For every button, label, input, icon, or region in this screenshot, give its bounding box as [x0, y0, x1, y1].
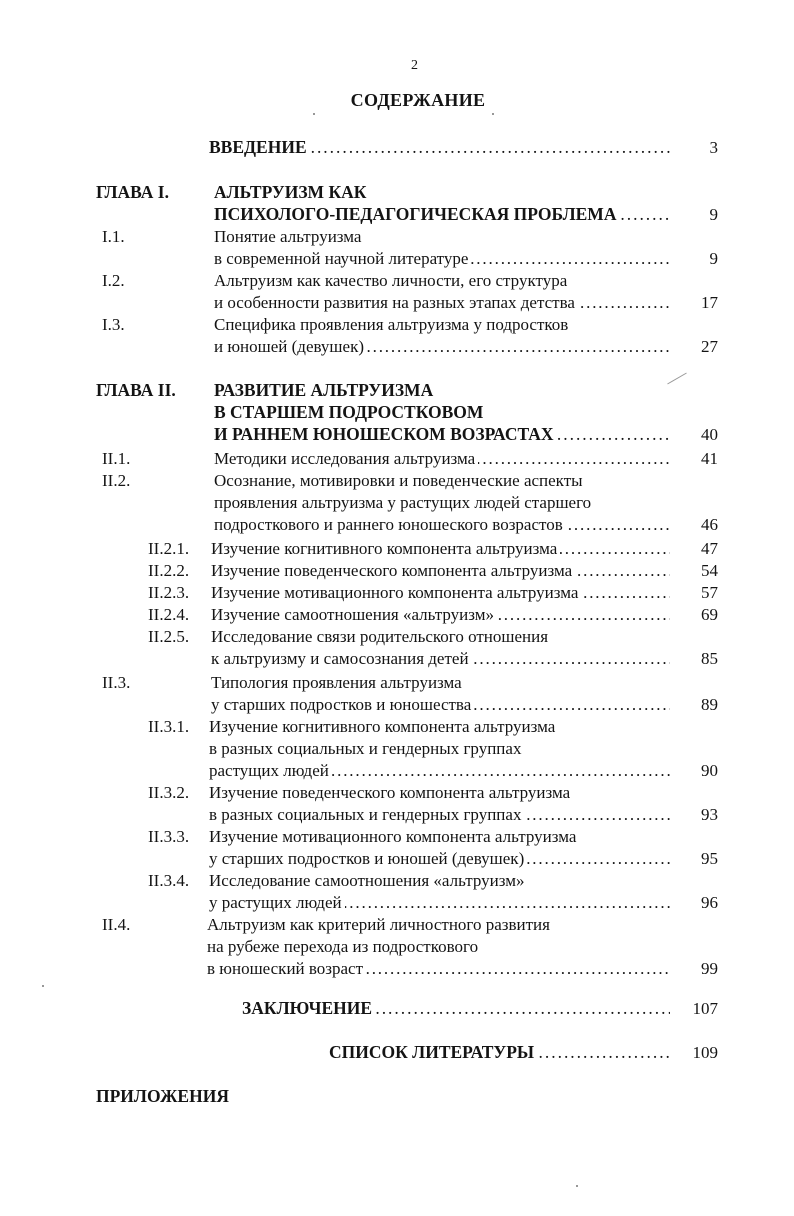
toc-entry-number: II.1.	[102, 449, 131, 468]
toc-entry-page: 85	[701, 649, 718, 668]
toc-entry-title: в разных социальных и гендерных группах	[209, 739, 524, 758]
toc-entry-number: I.2.	[102, 271, 125, 290]
toc-entry-title: АЛЬТРУИЗМ КАК	[214, 182, 369, 202]
toc-entry	[96, 447, 718, 470]
toc-entry-title: Исследование самоотношения «альтруизм»	[209, 871, 527, 890]
toc-entry	[96, 625, 718, 648]
toc-entry	[96, 715, 718, 738]
toc-entry	[96, 825, 718, 848]
toc-entry-title: ВВЕДЕНИЕ	[209, 137, 310, 157]
toc-entry-title: Исследование связи родительского отношения	[211, 627, 551, 646]
toc-entry	[96, 935, 718, 958]
toc-entry-page: 90	[701, 761, 718, 780]
toc-entry	[96, 957, 718, 980]
toc-entry-title: Изучение мотивационного компонента альтруизма	[209, 827, 579, 846]
scan-speck	[42, 985, 44, 987]
toc-entry-title: Осознание, мотивировки и поведенческие аспекты	[214, 471, 586, 490]
toc-entry	[96, 313, 718, 336]
toc-entry-title: Изучение мотивационного компонента альтруизма	[211, 583, 581, 602]
toc-entry	[96, 335, 718, 358]
toc-entry-number: ГЛАВА I.	[96, 182, 169, 202]
toc-entry-number: II.2.5.	[148, 627, 190, 646]
toc-entry-title: Изучение когнитивного компонента альтруизма	[209, 717, 558, 736]
toc-entry	[96, 423, 718, 446]
toc-entry-number: II.2.3.	[148, 583, 190, 602]
toc-entry	[96, 759, 718, 782]
toc-entry-title: Изучение когнитивного компонента альтруизма	[211, 539, 560, 558]
toc-entry-title: в разных социальных и гендерных группах	[209, 805, 524, 824]
toc-entry-number: II.3.2.	[148, 783, 190, 802]
toc-entry	[96, 737, 718, 760]
toc-entry	[96, 491, 718, 514]
toc-entry-title: Изучение поведенческого компонента альтруизма	[211, 561, 575, 580]
toc-entry-number: II.3.3.	[148, 827, 190, 846]
toc-entry	[96, 469, 718, 492]
scan-speck	[313, 113, 315, 115]
toc-entry-number: II.3.1.	[148, 717, 190, 736]
toc-entry-page: 107	[692, 999, 718, 1018]
toc-entry-title: Методики исследования альтруизма	[214, 449, 478, 468]
toc-entry-number: ГЛАВА II.	[96, 380, 176, 400]
toc-entry-page: 41	[701, 449, 718, 468]
toc-entry-title: подросткового и раннего юношеского возрастов	[214, 515, 566, 534]
toc-entry-page: 89	[701, 695, 718, 714]
toc-entry-title: Специфика проявления альтруизма у подростков	[214, 315, 571, 334]
toc-entry-page: 99	[701, 959, 718, 978]
toc-entry-title: в современной научной литературе	[214, 249, 471, 268]
toc-entry	[96, 869, 718, 892]
toc-entry	[96, 647, 718, 670]
toc-entry-page: 47	[701, 539, 718, 558]
toc-entry-title: РАЗВИТИЕ АЛЬТРУИЗМА	[214, 380, 436, 400]
toc-entry-page: 27	[701, 337, 718, 356]
toc-entry-title: СПИСОК ЛИТЕРАТУРЫ	[329, 1042, 537, 1062]
toc-entry-title: ЗАКЛЮЧЕНИЕ	[242, 998, 375, 1018]
toc-entry-title: к альтруизму и самосознания детей	[211, 649, 472, 668]
toc-entry-title: и юношей (девушек)	[214, 337, 367, 356]
toc-entry-title: у старших подростков и юношества	[211, 695, 474, 714]
toc-entry	[96, 1085, 718, 1108]
toc-entry-title: у растущих людей	[209, 893, 345, 912]
toc-entry-title: Изучение самоотношения «альтруизм»	[211, 605, 497, 624]
toc-entry-number: I.1.	[102, 227, 125, 246]
toc-entry-number: II.3.	[102, 673, 131, 692]
toc-entry-title: ПРИЛОЖЕНИЯ	[96, 1086, 232, 1106]
toc-entry	[96, 603, 718, 626]
toc-entry	[96, 291, 718, 314]
toc-entry	[96, 513, 718, 536]
toc-entry	[96, 693, 718, 716]
toc-entry	[96, 136, 718, 159]
toc-entry	[96, 247, 718, 270]
toc-entry-title: Типология проявления альтруизма	[211, 673, 465, 692]
toc-entry-number: II.2.4.	[148, 605, 190, 624]
toc-entry-title: Изучение поведенческого компонента альтруизма	[209, 783, 573, 802]
toc-entry-title: Понятие альтруизма	[214, 227, 364, 246]
toc-entry	[96, 379, 718, 402]
toc-entry-page: 95	[701, 849, 718, 868]
toc-entry	[96, 537, 718, 560]
toc-entry	[96, 401, 718, 424]
toc-entry-number: II.2.1.	[148, 539, 190, 558]
toc-entry-number: II.4.	[102, 915, 131, 934]
toc-entry-page: 17	[701, 293, 718, 312]
toc-entry-page: 3	[709, 138, 718, 157]
toc-entry-page: 57	[701, 583, 718, 602]
toc-entry	[96, 203, 718, 226]
scan-speck	[492, 113, 494, 115]
toc-entry	[96, 803, 718, 826]
toc-entry-title: растущих людей	[209, 761, 332, 780]
toc-entry-page: 109	[692, 1043, 718, 1062]
toc-entry	[96, 269, 718, 292]
toc-entry-title: проявления альтруизма у растущих людей старшего	[214, 493, 594, 512]
toc-entry-title: в юношеский возраст	[207, 959, 366, 978]
toc-entry-page: 46	[701, 515, 718, 534]
toc-entry-title: на рубеже перехода из подросткового	[207, 937, 481, 956]
toc-entry-page: 9	[709, 249, 718, 268]
toc-entry-page: 40	[701, 425, 718, 444]
toc-entry-page: 9	[709, 205, 718, 224]
toc-entry	[96, 671, 718, 694]
toc-entry	[96, 847, 718, 870]
scan-speck	[576, 1185, 578, 1187]
toc-entry	[96, 181, 718, 204]
toc-entry-title: Альтруизм как критерий личностного развития	[207, 915, 553, 934]
toc-entry-title: ПСИХОЛОГО-ПЕДАГОГИЧЕСКАЯ ПРОБЛЕМА	[214, 204, 619, 224]
toc-entry	[96, 1041, 718, 1064]
toc-entry	[96, 559, 718, 582]
toc-entry	[96, 913, 718, 936]
toc-entry	[96, 997, 718, 1020]
toc-entry-number: I.3.	[102, 315, 125, 334]
toc-entry-page: 96	[701, 893, 718, 912]
toc-entry-title: И РАННЕМ ЮНОШЕСКОМ ВОЗРАСТАХ	[214, 424, 557, 444]
toc-entry-page: 93	[701, 805, 718, 824]
toc-entry-number: II.2.2.	[148, 561, 190, 580]
page-title: СОДЕРЖАНИЕ	[350, 90, 486, 110]
toc-entry-number: II.2.	[102, 471, 131, 490]
toc-entry	[96, 581, 718, 604]
toc-entry	[96, 781, 718, 804]
toc-entry	[96, 891, 718, 914]
toc-entry-page: 54	[701, 561, 718, 580]
toc-entry-number: II.3.4.	[148, 871, 190, 890]
toc-entry	[96, 225, 718, 248]
toc-entry-title: Альтруизм как качество личности, его структура	[214, 271, 570, 290]
toc-entry-title: В СТАРШЕМ ПОДРОСТКОВОМ	[214, 402, 486, 422]
toc-entry-title: у старших подростков и юношей (девушек)	[209, 849, 527, 868]
page-number: 2	[411, 58, 418, 73]
toc-entry-title: и особенности развития на разных этапах детства	[214, 293, 578, 312]
toc-entry-page: 69	[701, 605, 718, 624]
